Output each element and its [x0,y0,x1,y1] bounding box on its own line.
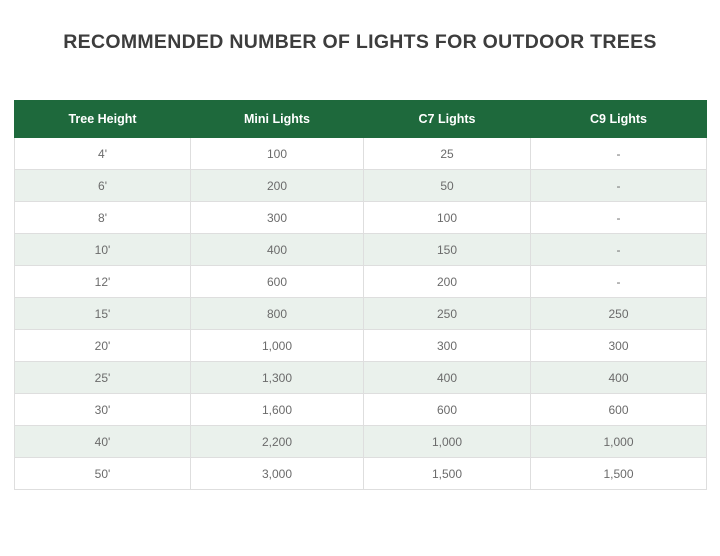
table-cell: - [531,202,707,234]
table-cell: 600 [531,394,707,426]
table-cell: 12' [15,266,191,298]
table-cell: 6' [15,170,191,202]
header-row [15,101,707,138]
table-row [15,394,707,426]
table-row [15,426,707,458]
table-cell: 600 [191,266,364,298]
table-cell: 20' [15,330,191,362]
table-cell: - [531,170,707,202]
table-cell: 400 [364,362,531,394]
table-row [15,202,707,234]
table-cell: 40' [15,426,191,458]
table-row [15,330,707,362]
table-cell: 400 [191,234,364,266]
table-cell: 400 [531,362,707,394]
table-cell: 1,000 [531,426,707,458]
column-header: Mini Lights [191,101,364,138]
table-cell: 1,000 [364,426,531,458]
table-cell: 25' [15,362,191,394]
table-cell: 250 [531,298,707,330]
table-cell: 1,000 [191,330,364,362]
column-header: C7 Lights [364,101,531,138]
table-cell: 4' [15,138,191,170]
table-header [15,101,707,138]
table-cell: 25 [364,138,531,170]
table-cell: 2,200 [191,426,364,458]
table-row [15,234,707,266]
column-header: C9 Lights [531,101,707,138]
table-cell: - [531,234,707,266]
table-cell: 600 [364,394,531,426]
table-cell: 1,500 [531,458,707,490]
table-cell: 150 [364,234,531,266]
table-cell: 50 [364,170,531,202]
table-cell: 200 [191,170,364,202]
table-cell: 300 [531,330,707,362]
table-cell: 300 [364,330,531,362]
table-cell: 1,300 [191,362,364,394]
table-cell: 200 [364,266,531,298]
table-cell: - [531,138,707,170]
table-cell: 250 [364,298,531,330]
table-cell: 1,600 [191,394,364,426]
table-row [15,362,707,394]
table-cell: 50' [15,458,191,490]
column-header: Tree Height [15,101,191,138]
table-cell: 800 [191,298,364,330]
table-cell: 30' [15,394,191,426]
table-cell: - [531,266,707,298]
table-cell: 10' [15,234,191,266]
table-cell: 100 [191,138,364,170]
table-row [15,298,707,330]
table-body [15,138,707,490]
table-row [15,170,707,202]
table-cell: 100 [364,202,531,234]
table-row [15,138,707,170]
table-cell: 300 [191,202,364,234]
lights-table [14,100,707,490]
table-cell: 8' [15,202,191,234]
table-row [15,266,707,298]
page-title: RECOMMENDED NUMBER OF LIGHTS FOR OUTDOOR TREES [63,31,657,53]
table-cell: 15' [15,298,191,330]
table-cell: 1,500 [364,458,531,490]
table-row [15,458,707,490]
table-cell: 3,000 [191,458,364,490]
